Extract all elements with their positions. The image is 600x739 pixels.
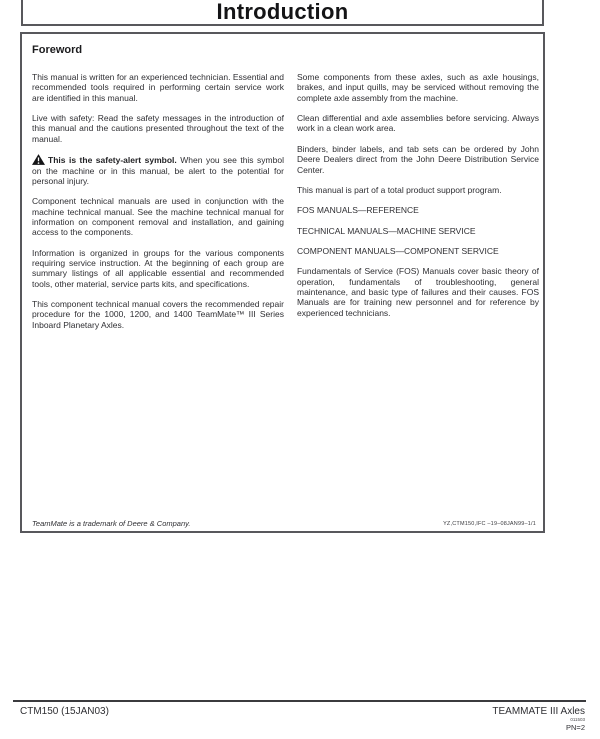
footer-right-block (492, 706, 585, 732)
paragraph: Information is organized in groups for the various components requiring service instruction. At the beginning of each group are summary listings of all applicable essential and recommended tools, other material, service parts kits, and specifications. (32, 247, 284, 289)
paragraph: Binders, binder labels, and tab sets can be ordered by John Deere Dealers direct from the John Deere Distribution Service Center. (296, 143, 539, 175)
footer-document-id: CTM150 (15JAN03) (20, 706, 109, 717)
page-title: Introduction (216, 0, 349, 24)
manual-list-item: TECHNICAL MANUALS—MACHINE SERVICE (296, 225, 476, 236)
paragraph: Fundamentals of Service (FOS) Manuals cover basic theory of operation, fundamentals of troubleshooting, general maintenance, and basic type of failures and their causes. FOS Manuals are for training new personnel and for reference by experienced technicians. (296, 266, 539, 318)
section-heading: Foreword (32, 44, 83, 56)
footer-divider (13, 700, 586, 702)
trademark-note: TeamMate is a trademark of Deere & Company. (32, 519, 191, 528)
safety-alert-icon (32, 154, 45, 165)
paragraph: This manual is written for an experienced technician. Essential and recommended tools required in performing certain service work are identified in this manual. (32, 72, 284, 103)
manual-list-item: COMPONENT MANUALS—COMPONENT SERVICE (296, 245, 499, 256)
paragraph: Clean differential and axle assemblies before servicing. Always work in a clean work area. (296, 113, 539, 134)
two-column-text (32, 72, 539, 340)
footer-document-title: TEAMMATE III Axles (492, 706, 585, 717)
page-title-banner (21, 0, 544, 26)
foreword-section (20, 32, 545, 533)
left-column (32, 72, 284, 340)
safety-alert-bold-text: This is the safety-alert symbol. (48, 155, 177, 166)
right-column (297, 72, 539, 340)
footer-date-code: 011503 (570, 717, 585, 722)
paragraph: This manual is part of a total product support program. (296, 184, 502, 195)
safety-alert-paragraph (32, 154, 284, 186)
paragraph: Some components from these axles, such as axle housings, brakes, and input quills, may be serviced without removing the complete axle assembly from the machine. (296, 72, 539, 103)
footer-page-number: PN=2 (566, 722, 585, 732)
paragraph: This component technical manual covers the recommended repair procedure for the 1000, 1200, and 1400 TeamMate™ III Series Inboard Planetary Axles. (32, 299, 284, 330)
safety-alert-rest-text: When you see this symbol on the machine or in this manual, be alert to the potential for personal injury. (32, 155, 284, 186)
manual-list-item: FOS MANUALS—REFERENCE (296, 205, 419, 216)
paragraph: Live with safety: Read the safety messages in the introduction of this manual and the cautions presented throughout the text of the manual. (32, 113, 284, 144)
revision-code: YZ,CTM150,IFC –19–08JAN99–1/1 (443, 521, 536, 527)
paragraph: Component technical manuals are used in conjunction with the machine technical manual. See the machine technical manual for information on component removal and installation, and gaining access to the components. (32, 196, 284, 238)
